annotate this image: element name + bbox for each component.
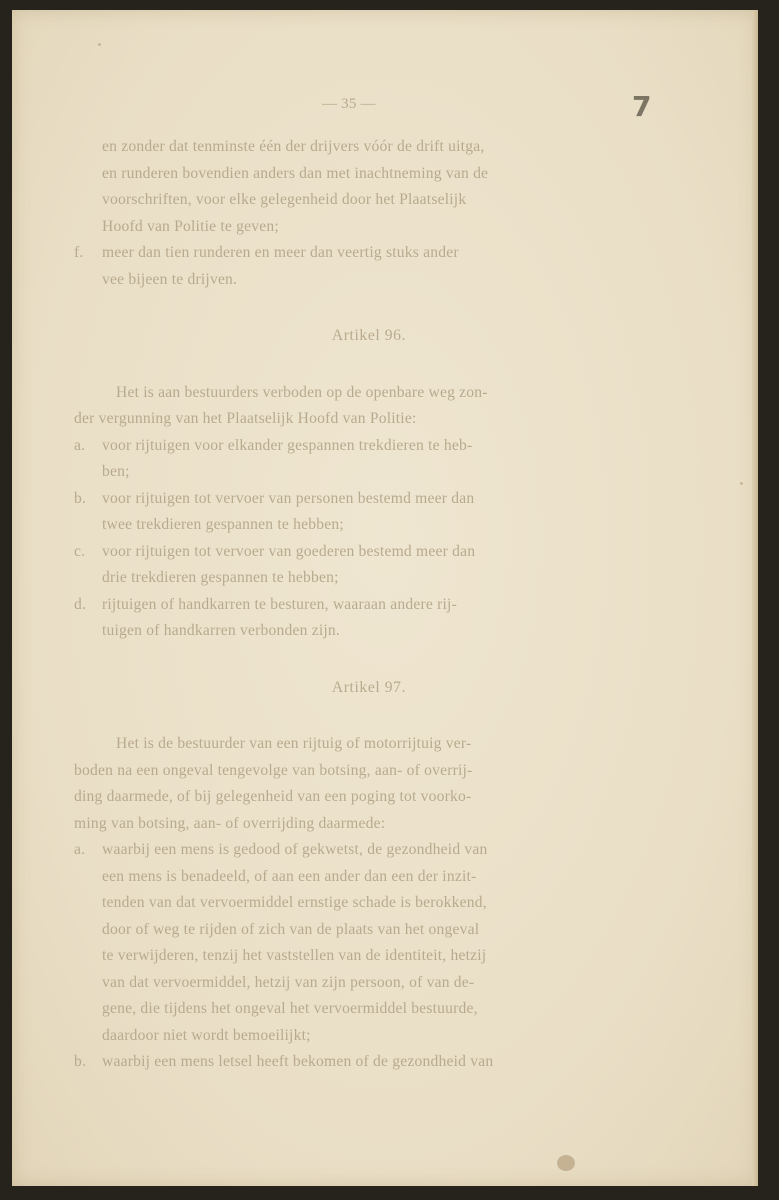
line-text: waarbij een mens is gedood of gekwetst, de gezondheid van — [102, 841, 488, 858]
line-text: gene, die tijdens het ongeval het vervoermiddel bestuurde, — [102, 1000, 478, 1017]
line-text: meer dan tien runderen en meer dan veertig stuks ander — [102, 244, 459, 261]
list-label: a. — [74, 841, 86, 858]
line-text: te verwijderen, tenzij het vaststellen van de identiteit, hetzij — [102, 947, 487, 964]
text-line — [74, 837, 664, 864]
text-line — [74, 161, 664, 188]
article-97-heading: Artikel 97. — [331, 678, 407, 696]
text-line — [74, 406, 664, 433]
paper-speck — [98, 43, 101, 46]
line-text: Het is de bestuurder van een rijtuig of motorrijtuig ver- — [116, 735, 472, 752]
text-line — [74, 512, 664, 539]
text-line — [74, 459, 664, 486]
list-label: b. — [74, 489, 87, 507]
paragraph-continuation — [74, 134, 664, 293]
text-line — [74, 565, 664, 592]
text-line — [74, 784, 664, 811]
line-text: en zonder dat tenminste één der drijvers vóór de drift uitga, — [102, 138, 485, 155]
line-text: voor rijtuigen tot vervoer van personen bestemd meer dan — [102, 489, 475, 507]
article-96-body — [74, 380, 664, 645]
line-text: voor rijtuigen tot vervoer van goederen bestemd meer dan — [102, 542, 476, 560]
text-line — [74, 486, 664, 513]
line-text: van dat vervoermiddel, hetzij van zijn persoon, of van de- — [102, 973, 475, 991]
line-text: der vergunning van het Plaatselijk Hoofd van Politie: — [74, 410, 417, 427]
article-97-body — [74, 731, 664, 1076]
folio-mark: 7 — [632, 90, 652, 123]
line-text: ming van botsing, aan- of overrijding daarmede: — [74, 814, 386, 832]
line-text: ding daarmede, of bij gelegenheid van een poging tot voorko- — [74, 788, 472, 805]
text-line — [74, 214, 664, 241]
line-text: voorschriften, voor elke gelegenheid door het Plaatselijk — [102, 191, 467, 208]
document-page — [12, 10, 758, 1186]
page-header — [12, 90, 758, 123]
text-line — [74, 1049, 664, 1076]
line-text: een mens is benadeeld, of aan een ander dan een der inzit- — [102, 867, 477, 885]
text-line — [74, 380, 664, 407]
list-label: d. — [74, 595, 87, 613]
text-line — [74, 943, 664, 970]
text-line — [74, 890, 664, 917]
text-line — [74, 917, 664, 944]
page-edge — [752, 10, 758, 1186]
line-text: daardoor niet wordt bemoeilijkt; — [102, 1026, 311, 1044]
line-text: tuigen of handkarren verbonden zijn. — [102, 622, 340, 639]
line-text: door of weg te rijden of zich van de plaats van het ongeval — [102, 920, 480, 938]
list-label: a. — [74, 436, 86, 454]
line-text: voor rijtuigen voor elkander gespannen trekdieren te heb- — [102, 436, 473, 454]
list-label: f. — [74, 244, 84, 261]
text-line — [74, 618, 664, 645]
list-label: b. — [74, 1053, 87, 1070]
paper-speck — [740, 482, 743, 485]
line-text: ben; — [102, 463, 130, 480]
line-text: tenden van dat vervoermiddel ernstige schade is berokkend, — [102, 894, 487, 911]
line-text: drie trekdieren gespannen te hebben; — [102, 569, 339, 586]
text-line — [74, 731, 664, 758]
text-line — [74, 134, 664, 161]
list-label: c. — [74, 542, 86, 560]
line-text: boden na een ongeval tengevolge van botsing, aan- of overrij- — [74, 761, 473, 779]
text-line — [74, 864, 664, 891]
text-line — [74, 433, 664, 460]
text-line — [74, 240, 664, 267]
line-text: waarbij een mens letsel heeft bekomen of de gezondheid van — [102, 1053, 494, 1070]
text-line — [74, 592, 664, 619]
paper-stain — [557, 1155, 575, 1171]
line-text: twee trekdieren gespannen te hebben; — [102, 516, 344, 533]
text-line — [74, 811, 664, 838]
line-text: vee bijeen te drijven. — [102, 270, 238, 288]
text-line — [74, 539, 664, 566]
text-line — [74, 1023, 664, 1050]
line-text: Hoofd van Politie te geven; — [102, 217, 279, 235]
line-text: en runderen bovendien anders dan met inachtneming van de — [102, 164, 489, 182]
text-line — [74, 758, 664, 785]
text-line — [74, 267, 664, 294]
article-96-heading: Artikel 96. — [331, 327, 407, 344]
text-line — [74, 970, 664, 997]
page-number: — 35 — — [322, 96, 376, 112]
text-line — [74, 996, 664, 1023]
line-text: rijtuigen of handkarren te besturen, waaraan andere rij- — [102, 595, 457, 613]
text-line — [74, 187, 664, 214]
line-text: Het is aan bestuurders verboden op de openbare weg zon- — [116, 383, 488, 401]
document-body — [74, 134, 664, 1076]
